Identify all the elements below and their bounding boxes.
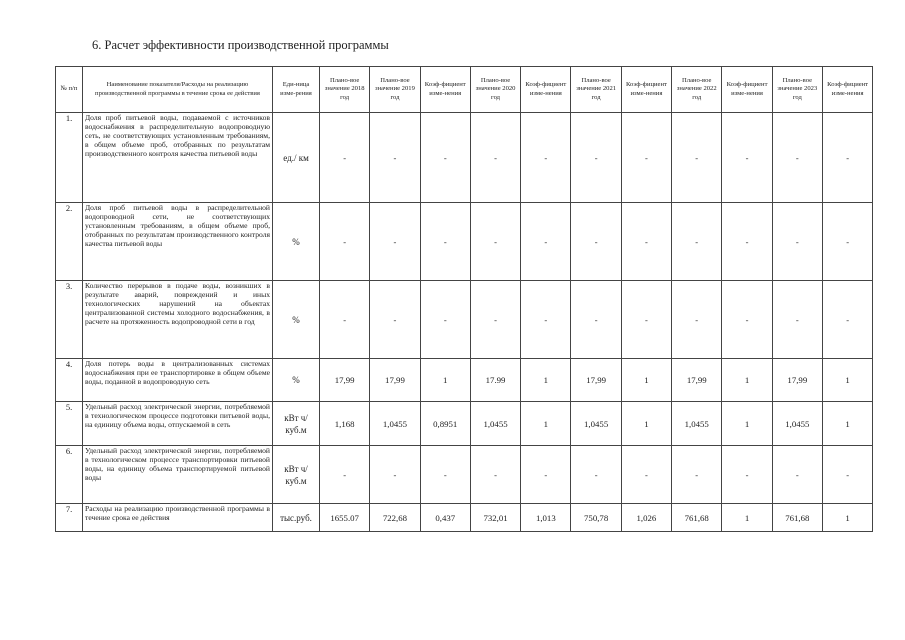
value-cell: 1 [420, 359, 470, 402]
table-body [56, 113, 873, 532]
value-cell: - [521, 281, 571, 359]
value-cell: - [772, 446, 822, 504]
value-cell: - [822, 203, 872, 281]
value-cell: 1,0455 [370, 402, 420, 446]
value-cell: - [320, 281, 370, 359]
indicator-name: Доля проб питьевой воды, подаваемой с источников водоснабжения в распределительную водопроводную сеть, не соответствующих установленным требованиям, в общем объеме проб, отобранных по результатам производственного контроля качества питьевой воды [83, 113, 273, 203]
value-cell: - [672, 446, 722, 504]
value-cell: - [571, 446, 621, 504]
unit-cell: ед./ км [273, 113, 320, 203]
value-cell: - [420, 203, 470, 281]
row-number: 3. [56, 281, 83, 359]
value-cell: 1,0455 [772, 402, 822, 446]
value-cell: 17,99 [370, 359, 420, 402]
value-cell: - [772, 113, 822, 203]
value-cell: 17.99 [470, 359, 520, 402]
value-cell: - [320, 203, 370, 281]
value-cell: 1,026 [621, 504, 671, 532]
value-cell: - [370, 203, 420, 281]
header-name: Наименование показателя/Расходы на реализацию производственной программы в течение срока ее действия [83, 67, 273, 113]
value-cell: - [672, 203, 722, 281]
table-row [56, 359, 873, 402]
value-cell: - [470, 281, 520, 359]
row-number: 6. [56, 446, 83, 504]
value-cell: - [672, 113, 722, 203]
unit-cell: % [273, 359, 320, 402]
value-cell: 1,013 [521, 504, 571, 532]
value-cell: 1 [822, 504, 872, 532]
value-cell: - [320, 446, 370, 504]
value-cell: 1 [822, 359, 872, 402]
page-heading: 6. Расчет эффективности производственной программы [92, 38, 389, 52]
header-period-10: Плано-вое значение 2023 год [772, 67, 822, 113]
row-number: 4. [56, 359, 83, 402]
value-cell: - [420, 113, 470, 203]
table-row [56, 446, 873, 504]
value-cell: 732,01 [470, 504, 520, 532]
value-cell: - [420, 446, 470, 504]
header-period-7: Коэф-фициент изме-нения [621, 67, 671, 113]
value-cell: - [621, 113, 671, 203]
value-cell: 17,99 [571, 359, 621, 402]
value-cell: 1 [722, 504, 772, 532]
value-cell: - [672, 281, 722, 359]
value-cell: - [722, 203, 772, 281]
row-number: 2. [56, 203, 83, 281]
unit-cell: кВт ч/куб.м [273, 402, 320, 446]
value-cell: 0,8951 [420, 402, 470, 446]
value-cell: - [621, 281, 671, 359]
value-cell: - [621, 446, 671, 504]
table-row [56, 402, 873, 446]
unit-cell: % [273, 203, 320, 281]
value-cell: - [571, 113, 621, 203]
unit-cell: % [273, 281, 320, 359]
header-period-3: Коэф-фициент изме-нения [420, 67, 470, 113]
value-cell: - [470, 203, 520, 281]
value-cell: 1 [722, 359, 772, 402]
table-row [56, 281, 873, 359]
value-cell: 1 [521, 359, 571, 402]
row-number: 1. [56, 113, 83, 203]
table-row [56, 504, 873, 532]
value-cell: - [571, 281, 621, 359]
value-cell: 1,0455 [470, 402, 520, 446]
value-cell: 722,68 [370, 504, 420, 532]
value-cell: - [722, 113, 772, 203]
unit-cell: тыс.руб. [273, 504, 320, 532]
header-period-11: Коэф-фициент изме-нения [822, 67, 872, 113]
value-cell: 17,99 [672, 359, 722, 402]
row-number: 7. [56, 504, 83, 532]
value-cell: 750,78 [571, 504, 621, 532]
value-cell: 1,0455 [571, 402, 621, 446]
value-cell: - [621, 203, 671, 281]
table-row [56, 203, 873, 281]
indicator-name: Количество перерывов в подаче воды, возникших в результате аварий, повреждений и иных технологических нарушений на объектах централизованной системы холодного водоснабжения, в расчете на протяженность водопроводной сети в год [83, 281, 273, 359]
value-cell: - [370, 113, 420, 203]
header-period-2: Плано-вое значение 2019 год [370, 67, 420, 113]
header-period-5: Коэф-фициент изме-нения [521, 67, 571, 113]
indicator-name: Доля потерь воды в централизованных системах водоснабжения при ее транспортировке в общем объеме воды, поданной в водопроводную сеть [83, 359, 273, 402]
header-unit: Еди-ница изме-рения [273, 67, 320, 113]
indicator-name: Расходы на реализацию производственной программы в течение срока ее действия [83, 504, 273, 532]
table-row [56, 113, 873, 203]
value-cell: 1655.07 [320, 504, 370, 532]
value-cell: - [822, 113, 872, 203]
header-period-1: Плано-вое значение 2018 год [320, 67, 370, 113]
value-cell: - [571, 203, 621, 281]
indicator-name: Удельный расход электрической энергии, потребляемой в технологическом процессе подготовки питьевой воды, на единицу объема воды, отпускаемой в сеть [83, 402, 273, 446]
value-cell: - [470, 446, 520, 504]
value-cell: 761,68 [672, 504, 722, 532]
value-cell: - [722, 281, 772, 359]
value-cell: - [772, 281, 822, 359]
value-cell: - [370, 446, 420, 504]
value-cell: - [722, 446, 772, 504]
value-cell: - [822, 446, 872, 504]
header-period-6: Плано-вое значение 2021 год [571, 67, 621, 113]
value-cell: 0,437 [420, 504, 470, 532]
indicator-name: Удельный расход электрической энергии, потребляемой в технологическом процессе транспортировки питьевой воды, на единицу объема транспортируемой питьевой воды [83, 446, 273, 504]
value-cell: 1,0455 [672, 402, 722, 446]
value-cell: - [521, 203, 571, 281]
value-cell: - [521, 113, 571, 203]
table-header-row [56, 67, 873, 113]
value-cell: 1 [822, 402, 872, 446]
value-cell: - [521, 446, 571, 504]
value-cell: 1 [621, 359, 671, 402]
value-cell: - [822, 281, 872, 359]
value-cell: 1,168 [320, 402, 370, 446]
unit-cell: кВт ч/куб.м [273, 446, 320, 504]
value-cell: 1 [621, 402, 671, 446]
value-cell: - [470, 113, 520, 203]
value-cell: 1 [722, 402, 772, 446]
value-cell: 17,99 [772, 359, 822, 402]
value-cell: 1 [521, 402, 571, 446]
efficiency-table [55, 66, 873, 532]
header-period-4: Плано-вое значение 2020 год [470, 67, 520, 113]
value-cell: - [772, 203, 822, 281]
value-cell: - [420, 281, 470, 359]
indicator-name: Доля проб питьевой воды в распределительной водопроводной сети, не соответствующих установленным требованиям, в общем объеме проб, отобранных по результатам производственного контроля качества питьевой воды [83, 203, 273, 281]
header-num: № п/п [56, 67, 83, 113]
row-number: 5. [56, 402, 83, 446]
header-period-8: Плано-вое значение 2022 год [672, 67, 722, 113]
value-cell: - [320, 113, 370, 203]
header-period-9: Коэф-фициент изме-нения [722, 67, 772, 113]
value-cell: - [370, 281, 420, 359]
value-cell: 761,68 [772, 504, 822, 532]
value-cell: 17,99 [320, 359, 370, 402]
